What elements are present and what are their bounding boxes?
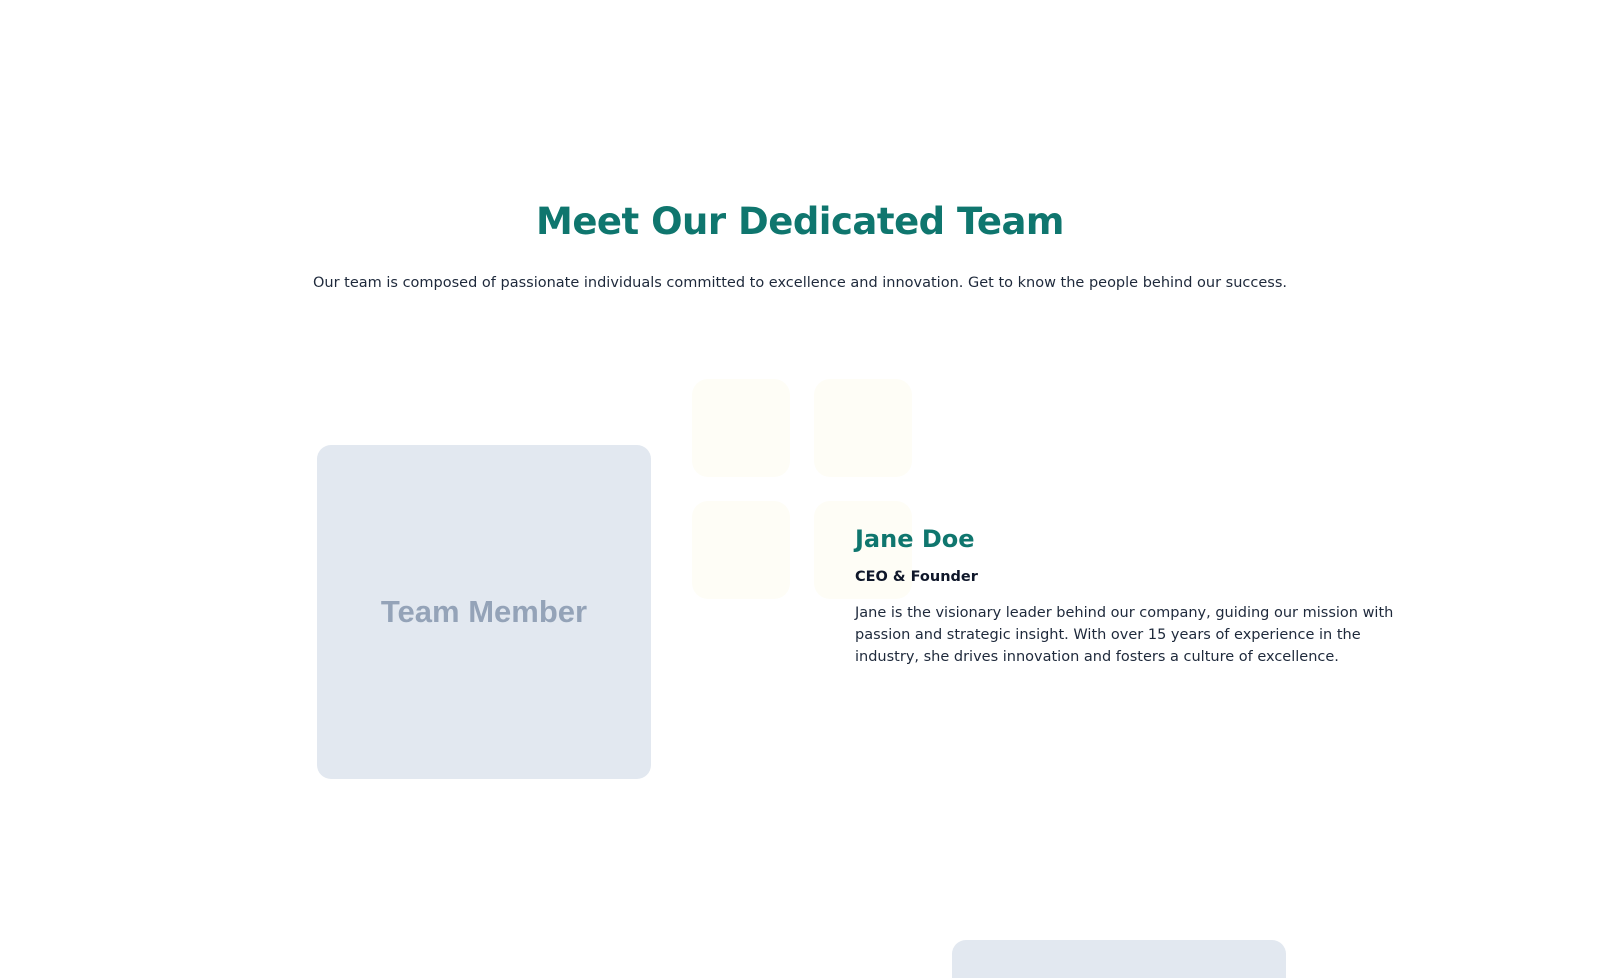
member-info bbox=[855, 522, 1395, 668]
member-name: Jane Doe bbox=[855, 525, 975, 553]
member-role: CEO & Founder bbox=[855, 569, 978, 585]
member-photo-label: Team Member bbox=[380, 594, 588, 629]
decor-square-bottom-left bbox=[692, 501, 790, 599]
member-photo-placeholder bbox=[317, 445, 651, 779]
section-subtitle: Our team is composed of passionate individuals committed to excellence and innovation. Get to know the people behind our success. bbox=[312, 275, 1288, 291]
decor-square-top-left bbox=[692, 379, 790, 477]
section-title: Meet Our Dedicated Team bbox=[536, 200, 1064, 243]
next-member-photo-placeholder bbox=[952, 940, 1286, 978]
decor-square-top-right bbox=[814, 379, 912, 477]
member-bio: Jane is the visionary leader behind our company, guiding our mission with passion and strategic insight. With over 15 years of experience in the industry, she drives innovation and fosters a culture of excellence. bbox=[855, 605, 1394, 665]
